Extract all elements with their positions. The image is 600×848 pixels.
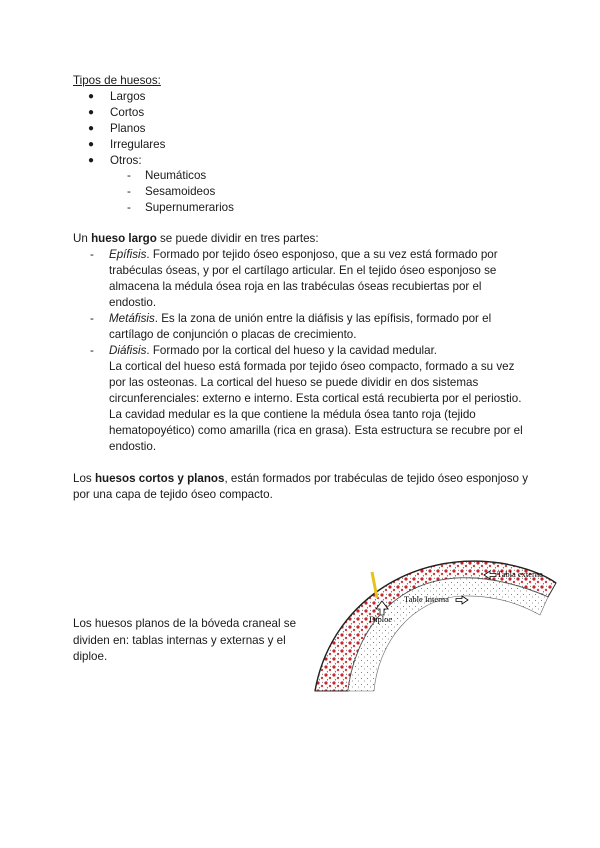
- types-list: [73, 89, 165, 169]
- list-item: - Sesamoideos: [127, 185, 216, 198]
- long-bone-intro: Un hueso largo se puede dividir en tres partes:: [73, 232, 319, 245]
- label-internal-table: Table Interna: [404, 594, 449, 604]
- part-epifisis: - Epífisis. Formado por tejido óseo esponjoso, que a su vez está formado por trabéculas óseas, y por el cartílago articular. En el tejido óseo esponjoso se almacena la médula ósea roja en las trabéculas óseas recubiertas por el endostio.: [90, 248, 498, 309]
- diafisis-cortical-paragraph: La cortical del hueso está formada por tejido óseo compacto, formado a su vez por las osteonas. La cortical del hueso se puede dividir en dos sistemas circunferenciales: externo e interno. Esta cortical está recubierta por el periostio.: [109, 360, 522, 405]
- arrow-right-icon: [456, 596, 468, 604]
- label-diploe: Diploe: [369, 614, 393, 624]
- bullet-icon: ●: [88, 123, 95, 134]
- other-types-list: [127, 168, 234, 216]
- bullet-icon: ●: [88, 91, 95, 102]
- list-item: - Supernumerarios: [127, 201, 234, 214]
- types-heading: Tipos de huesos:: [73, 74, 161, 87]
- long-bone-parts: [90, 247, 530, 455]
- skull-vault-figure: [300, 545, 562, 693]
- list-item: ● Largos: [88, 90, 146, 103]
- list-item: ● Otros:: [88, 154, 142, 167]
- bullet-icon: ●: [88, 107, 95, 118]
- bullet-icon: ●: [88, 155, 95, 166]
- figure-caption: Los huesos planos de la bóveda craneal se dividen en: tablas internas y externas y el diploe.: [73, 617, 297, 663]
- part-diafisis: - Diáfisis. Formado por la cortical del hueso y la cavidad medular. La cortical del hueso está formada por tejido óseo compacto, formado a su vez por las osteonas. La cortical del hueso se puede dividir en dos sistemas circunferenciales: externo e interno. Esta cortical está recubierta por el periostio. La cavidad medular es la que contiene la médula ósea tanto roja (tejido hematopoyético) como amarilla (rica en grasa). Esta estructura se recubre por el endostio.: [90, 343, 530, 455]
- list-item: ● Planos: [88, 122, 146, 135]
- list-item: ● Irregulares: [88, 138, 166, 151]
- part-metafisis: - Metáfisis. Es la zona de unión entre la diáfisis y las epífisis, formado por el cartílago de conjunción o placas de crecimiento.: [90, 312, 492, 341]
- skull-vault-drawing: [300, 545, 562, 693]
- diafisis-medular-paragraph: La cavidad medular es la que contiene la médula ósea tanto roja (tejido hematopoyético) como amarilla (rica en grasa). Esta estructura se recubre por el endostio.: [109, 408, 523, 453]
- list-item: - Neumáticos: [127, 169, 207, 182]
- flat-bones-paragraph: Los huesos cortos y planos, están formados por trabéculas de tejido óseo esponjoso y por una capa de tejido óseo compacto.: [73, 472, 528, 501]
- label-external-table: Tabla externa: [497, 569, 543, 579]
- list-item: ● Cortos: [88, 106, 145, 119]
- bullet-icon: ●: [88, 139, 95, 150]
